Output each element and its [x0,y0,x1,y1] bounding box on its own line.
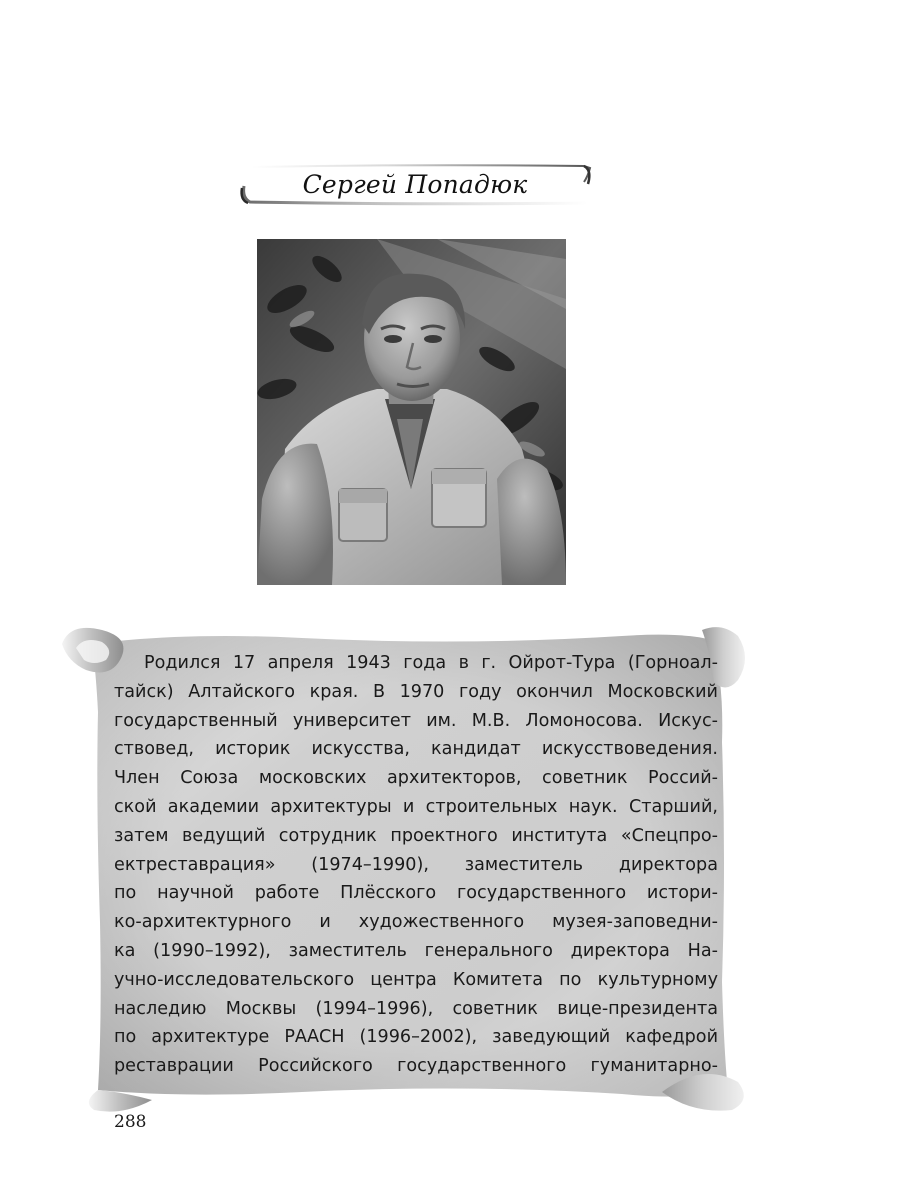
bio-line: ектреставрация» (1974–1990), заместитель директора [114,854,718,875]
bio-line: по архитектуре РААСН (1996–2002), заведующий кафедрой [114,1027,718,1048]
bio-line: реставрации Российского государственного гуманитарно- [114,1056,718,1077]
bio-text [114,649,718,1081]
bio-line: тайск) Алтайского края. В 1970 году окончил Московский [114,681,718,702]
page-title: Сергей Попадюк [302,170,528,199]
portrait-icon [257,239,566,585]
page-number: 288 [114,1112,147,1132]
bio-line: государственный университет им. М.В. Ломоносова. Искус- [114,710,718,731]
bio-scroll [62,622,752,1112]
title-banner [238,164,592,206]
bio-line: наследию Москвы (1994–1996), советник вице-президента [114,998,718,1019]
bio-line: Родился 17 апреля 1943 года в г. Ойрот-Тура (Горноал- [144,653,718,673]
bio-line: ствовед, историк искусства, кандидат искусствоведения. [114,739,718,760]
bio-line: ской академии архитектуры и строительных наук. Старший, [114,796,718,817]
bio-line: ка (1990–1992), заместитель генерального директора На- [114,940,718,961]
portrait-photo [257,239,566,585]
bio-line: ко-архитектурного и художественного музея-заповедни- [114,912,718,933]
bio-line: учно-исследовательского центра Комитета по культурному [114,969,718,990]
bio-line: по научной работе Плёсского государственного истори- [114,883,718,904]
bio-line: Член Союза московских архитекторов, советник Россий- [114,768,718,789]
bio-line: затем ведущий сотрудник проектного института «Спецпро- [114,825,718,846]
